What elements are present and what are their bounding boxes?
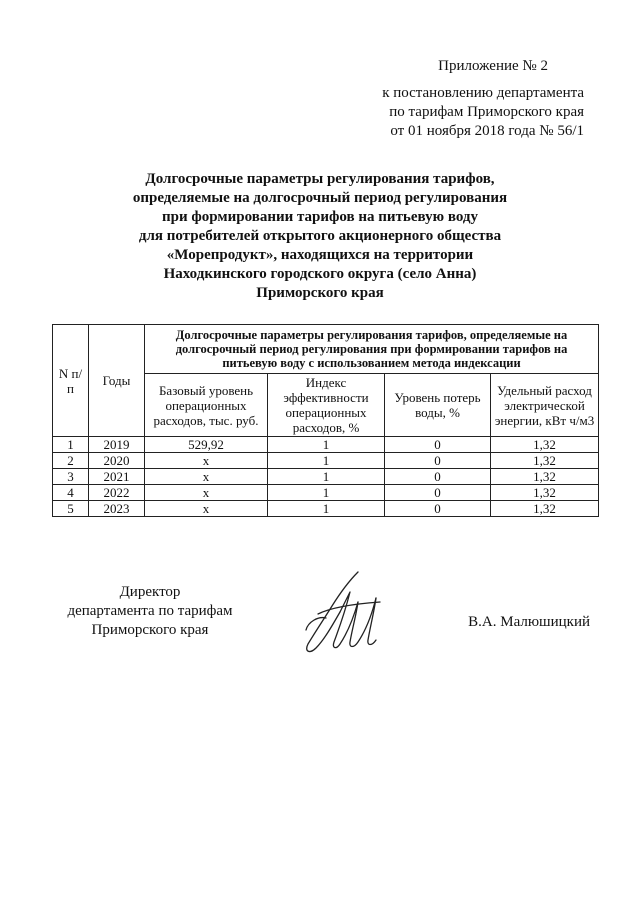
cell-energy: 1,32 — [491, 485, 599, 501]
cell-num: 5 — [53, 501, 89, 517]
cell-num: 4 — [53, 485, 89, 501]
header-group: Долгосрочные параметры регулирования тарифов, определяемые на долгосрочный период регулирования при формировании тарифов на питьевую воду с использованием метода индексации — [145, 325, 599, 374]
header-water-loss: Уровень потерь воды, % — [385, 374, 491, 437]
cell-loss: 0 — [385, 501, 491, 517]
cell-energy: 1,32 — [491, 437, 599, 453]
cell-energy: 1,32 — [491, 453, 599, 469]
table-row — [53, 485, 599, 501]
header-energy: Удельный расход электрической энергии, кВт ч/м3 — [491, 374, 599, 437]
cell-base: х — [145, 469, 268, 485]
signatory-name: В.А. Малюшицкий — [468, 614, 590, 630]
decree-reference — [324, 84, 584, 141]
cell-num: 2 — [53, 453, 89, 469]
cell-year: 2022 — [89, 485, 145, 501]
header-efficiency-index: Индекс эффективности операционных расходов, % — [268, 374, 385, 437]
decree-line: по тарифам Приморского края — [389, 104, 584, 120]
decree-line: к постановлению департамента — [382, 85, 584, 101]
title-line: определяемые на долгосрочный период регулирования — [132, 190, 508, 206]
cell-year: 2021 — [89, 469, 145, 485]
cell-base: х — [145, 453, 268, 469]
title-line: Находкинского городского округа (село Анна) — [163, 266, 477, 282]
decree-line: от 01 ноября 2018 года № 56/1 — [390, 123, 584, 139]
cell-energy: 1,32 — [491, 469, 599, 485]
parameters-table — [52, 324, 599, 517]
appendix-label: Приложение № 2 — [438, 58, 548, 74]
cell-loss: 0 — [385, 469, 491, 485]
cell-base: 529,92 — [145, 437, 268, 453]
header-num: N п/п — [53, 325, 89, 437]
cell-year: 2023 — [89, 501, 145, 517]
cell-loss: 0 — [385, 437, 491, 453]
title-line: при формировании тарифов на питьевую воду — [162, 209, 478, 225]
cell-loss: 0 — [385, 485, 491, 501]
title-line: Приморского края — [256, 285, 384, 301]
cell-num: 3 — [53, 469, 89, 485]
title-line: для потребителей открытого акционерного общества — [138, 228, 502, 244]
cell-year: 2020 — [89, 453, 145, 469]
position-line: Директор — [119, 584, 181, 600]
cell-index: 1 — [268, 437, 385, 453]
cell-base: х — [145, 485, 268, 501]
header-base-level: Базовый уровень операционных расходов, тыс. руб. — [145, 374, 268, 437]
cell-energy: 1,32 — [491, 501, 599, 517]
cell-index: 1 — [268, 501, 385, 517]
cell-index: 1 — [268, 485, 385, 501]
cell-num: 1 — [53, 437, 89, 453]
cell-index: 1 — [268, 453, 385, 469]
header-year: Годы — [89, 325, 145, 437]
cell-year: 2019 — [89, 437, 145, 453]
table-row — [53, 437, 599, 453]
cell-index: 1 — [268, 469, 385, 485]
signatory-position — [55, 583, 245, 640]
position-line: Приморского края — [91, 622, 209, 638]
document-title — [100, 170, 540, 303]
table-row — [53, 453, 599, 469]
cell-base: х — [145, 501, 268, 517]
cell-loss: 0 — [385, 453, 491, 469]
table-row — [53, 501, 599, 517]
handwritten-signature — [296, 568, 396, 663]
title-line: «Морепродукт», находящихся на территории — [166, 247, 474, 263]
position-line: департамента по тарифам — [67, 603, 233, 619]
table-row — [53, 469, 599, 485]
title-line: Долгосрочные параметры регулирования тарифов, — [145, 171, 495, 187]
